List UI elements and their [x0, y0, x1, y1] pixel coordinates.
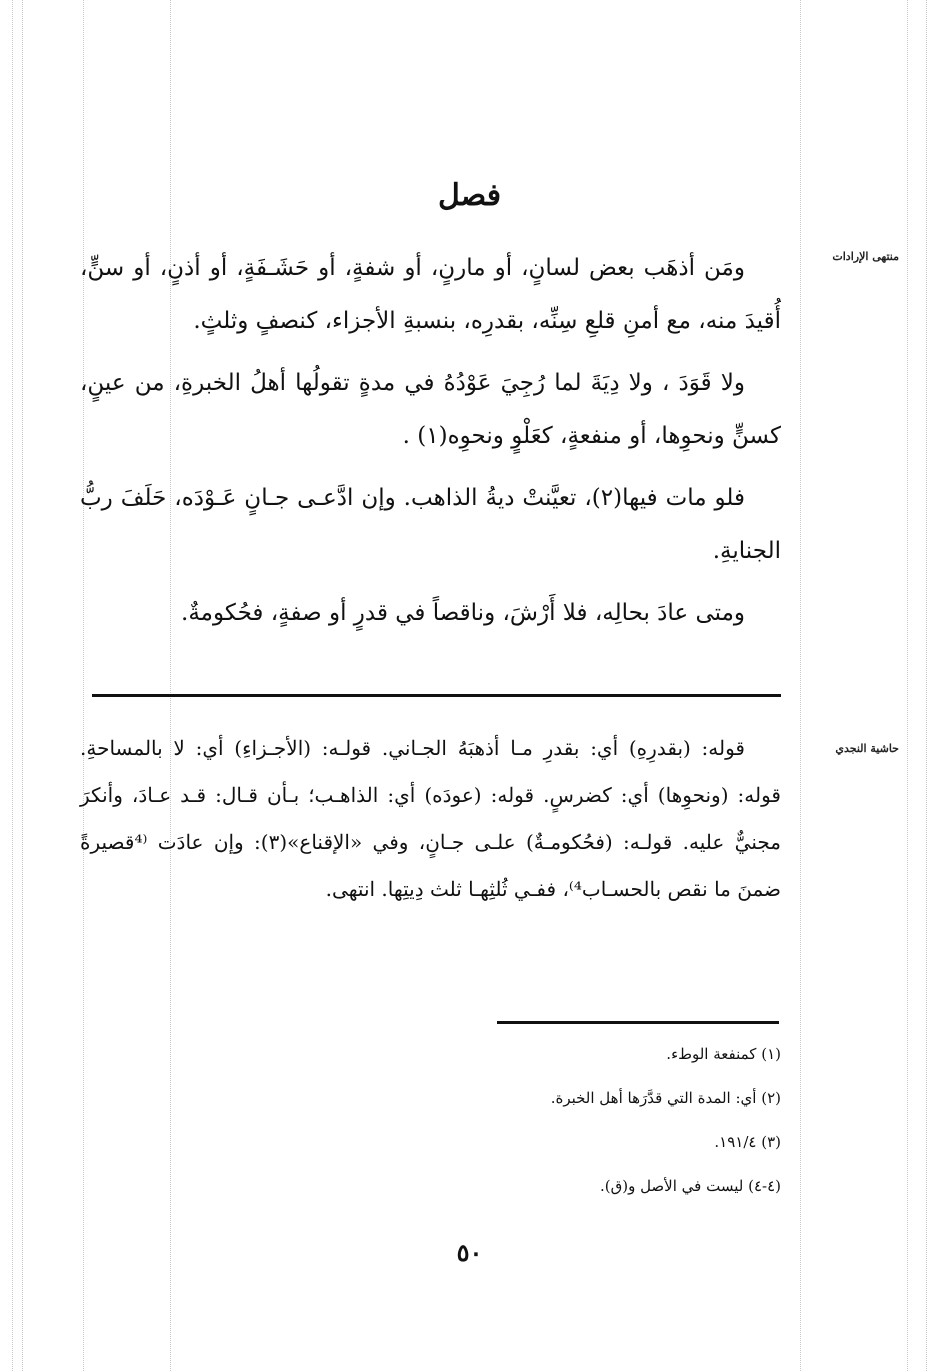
footnote: (١) كمنفعة الوطء. — [666, 1045, 781, 1063]
side-label-main: منتهى الإرادات — [832, 250, 899, 263]
main-paragraph: ومَن أذهَب بعض لسانٍ، أو مارنٍ، أو شفةٍ، أو حَشَـفَةٍ، أو أذنٍ، أو سنٍّ، أُقيدَ منه، مع أمنِ قلعِ سِنِّه، بقدرِه، بنسبةِ الأجزاء، كنصفٍ وثلثٍ. — [80, 255, 781, 334]
footnote-divider — [497, 1021, 779, 1024]
main-text — [80, 242, 781, 649]
main-paragraph: فلو مات فيها(٢)، تعيَّنتْ ديةُ الذاهب. وإن ادَّعـى جـانٍ عَـوْدَه، حَلَفَ ربُّ الجنايةِ. — [80, 485, 781, 564]
main-paragraph: ولا قَوَدَ ، ولا دِيَةَ لما رُجِيَ عَوْدُهُ في مدةٍ تقولُها أهلُ الخبرةِ، من عينٍ، كسنٍّ ونحوِها، أو منفعةٍ، كعَلْوٍ ونحوِه(١) . — [80, 370, 781, 449]
footnote: (٤-٤) ليست في الأصل و(ق). — [599, 1177, 781, 1195]
footnote: (٣) ١٩١/٤. — [714, 1133, 781, 1151]
footnote: (٢) أي: المدة التي قدَّرَها أهل الخبرة. — [550, 1089, 781, 1107]
side-label-commentary: حاشية النجدي — [835, 742, 899, 755]
section-heading: فصل — [437, 178, 502, 213]
section-divider — [92, 694, 781, 697]
commentary-text: قوله: (بقدرِهِ) أي: بقدرِ مـا أذهبَهُ الجـاني. قولـه: (الأجـزاءِ) أي: لا بالمساحةِ. قوله: (ونحوِها) أي: كضرسٍ. قوله: (عودَه) أي: الذاهـب؛ بـأن قـال: قـد عـادَ، وأنكرَ مجنيٌّ عليه. قولـه: (فحُكومـةٌ) علـى جـانٍ، وفي «الإقناع»(٣): وإن عادَت ⁽⁴قصيرةً ضمنَ ما نقص بالحسـاب⁴⁾، ففـي ثُلثِهـا ثلث دِيتِها. انتهى. — [80, 736, 781, 901]
main-paragraph: ومتى عادَ بحالِه، فلا أَرْشَ، وناقصاً في قدرٍ أو صفةٍ، فحُكومةٌ. — [181, 600, 745, 626]
footnotes — [300, 1032, 781, 1208]
page-number: ٥٠ — [456, 1238, 483, 1267]
